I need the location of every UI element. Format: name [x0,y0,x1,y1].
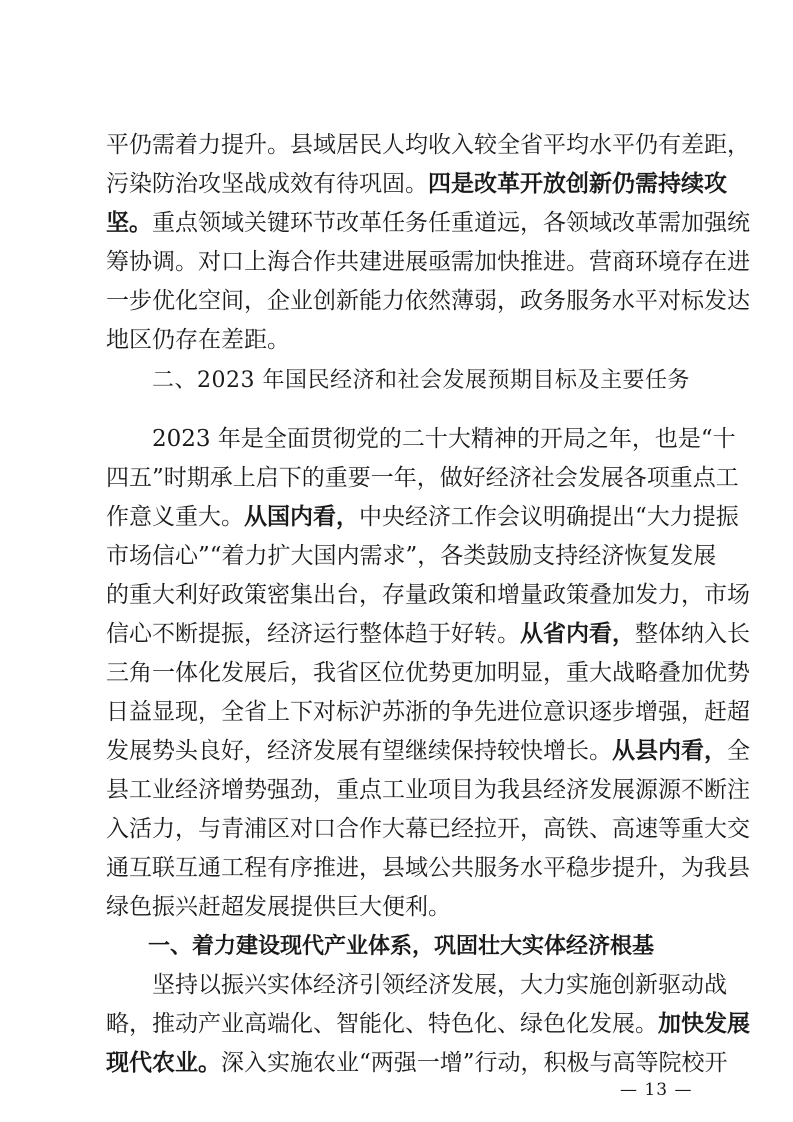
para3-line-2: 略，推动产业高端化、智能化、特色化、绿色化发展。加快发展 [106,1010,750,1037]
para2-line-3: 作意义重大。从国内看，中央经济工作会议明确提出“大力提振 [106,503,739,530]
para2-line-12: 通互联互通工程有序推进，县域公共服务水平稳步提升，为我县 [106,855,750,881]
para3-line-1: 坚持以振兴实体经济引领经济发展，大力实施创新驱动战 [152,972,727,998]
subsection-heading: 一、着力建设现代产业体系，巩固壮大实体经济根基 [148,933,655,959]
para2-line-4: 市场信心”“着力扩大国内需求”，各类鼓励支持经济恢复发展 [106,543,717,569]
para3-line-3: 现代农业。深入实施农业“两强一增”行动，积极与高等院校开 [106,1049,728,1076]
para2-line-2: 四五”时期承上启下的重要一年，做好经济社会发展各项重点工 [106,465,739,491]
para1-line-5: 一步优化空间，企业创新能力依然薄弱，政务服务水平对标发达 [106,288,750,314]
para2-line-11: 入活力，与青浦区对口合作大幕已经拉开，高铁、高速等重大交 [106,816,750,842]
para1-line-1: 平仍需着力提升。县域居民人均收入较全省平均水平仍有差距， [106,132,750,158]
para1-line-2: 污染防治攻坚战成效有待巩固。四是改革开放创新仍需持续攻 [106,170,727,197]
para2-line-6: 信心不断提振，经济运行整体趋于好转。从省内看，整体纳入长 [106,620,750,647]
para2-line-13: 绿色振兴赶超发展提供巨大便利。 [106,894,451,920]
page-number: — 13 — [620,1080,693,1100]
para2-line-5: 的重大利好政策密集出台，存量政策和增量政策叠加发力，市场 [106,582,750,608]
para1-line-3: 坚。重点领域关键环节改革任务任重道远，各领域改革需加强统 [106,209,750,236]
para2-line-9: 发展势头良好，经济发展有望继续保持较快增长。从县内看，全 [106,737,750,764]
para2-line-1: 2023 年是全面贯彻党的二十大精神的开局之年，也是“十 [152,426,736,452]
para2-line-8: 日益显现，全省上下对标沪苏浙的争先进位意识逐步增强，赶超 [106,699,750,725]
para1-line-4: 筹协调。对口上海合作共建进展亟需加快推进。营商环境存在进 [106,249,750,275]
para1-line-6: 地区仍存在差距。 [106,327,290,353]
section-heading: 二、2023 年国民经济和社会发展预期目标及主要任务 [152,368,690,393]
para2-line-10: 县工业经济增势强劲，重点工业项目为我县经济发展源源不断注 [106,777,750,803]
para2-line-7: 三角一体化发展后，我省区位优势更加明显，重大战略叠加优势 [106,660,750,686]
